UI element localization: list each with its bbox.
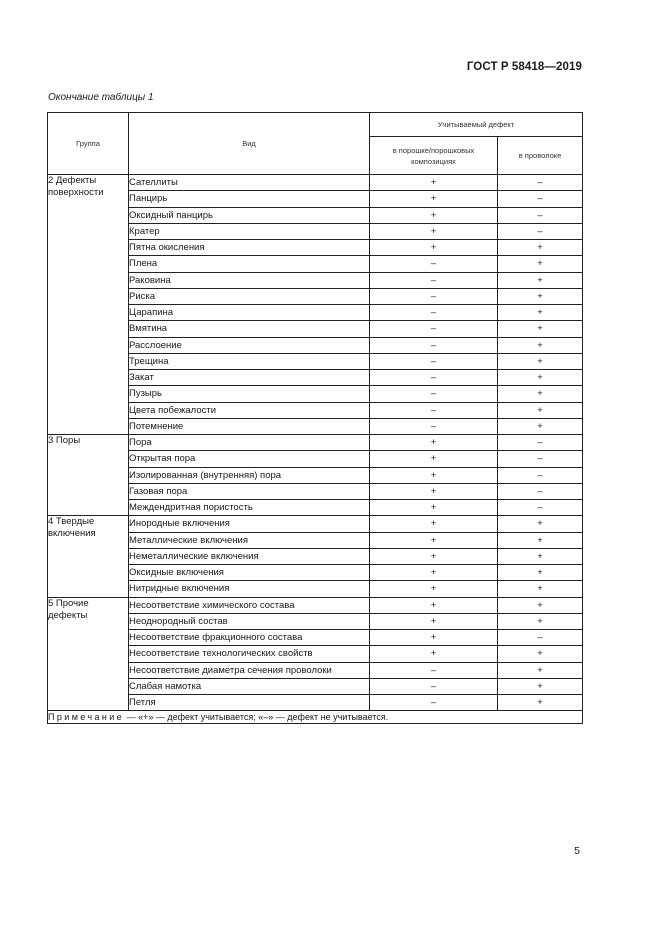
table-body (48, 175, 583, 711)
kind-cell: Пятна окисления (129, 240, 370, 256)
table-row (48, 337, 583, 353)
table-caption: Окончание таблицы 1 (48, 92, 154, 103)
wire-mark: – (498, 483, 583, 499)
wire-mark: + (498, 337, 583, 353)
powder-mark: + (370, 646, 498, 662)
kind-cell: Несоответствие технологических свойств (129, 646, 370, 662)
wire-mark: + (498, 386, 583, 402)
kind-cell: Междендритная пористость (129, 500, 370, 516)
kind-cell: Нитридные включения (129, 581, 370, 597)
table-row (48, 272, 583, 288)
kind-cell: Кратер (129, 223, 370, 239)
wire-mark: + (498, 305, 583, 321)
powder-mark: – (370, 305, 498, 321)
wire-mark: + (498, 532, 583, 548)
powder-mark: + (370, 191, 498, 207)
table-row (48, 240, 583, 256)
kind-cell: Петля (129, 695, 370, 711)
table-row (48, 288, 583, 304)
kind-cell: Панцирь (129, 191, 370, 207)
wire-mark: + (498, 597, 583, 613)
kind-cell: Раковина (129, 272, 370, 288)
wire-mark: + (498, 240, 583, 256)
table-row (48, 565, 583, 581)
wire-mark: – (498, 223, 583, 239)
powder-mark: – (370, 695, 498, 711)
table-row (48, 597, 583, 613)
wire-mark: + (498, 370, 583, 386)
note-label: Примечание (48, 712, 125, 723)
table-row (48, 418, 583, 434)
table-row (48, 386, 583, 402)
powder-mark: + (370, 500, 498, 516)
powder-mark: + (370, 435, 498, 451)
table-row (48, 305, 583, 321)
group-cell: 3 Поры (48, 435, 129, 516)
kind-cell: Неоднородный состав (129, 613, 370, 629)
powder-mark: – (370, 370, 498, 386)
kind-cell: Несоответствие фракционного состава (129, 630, 370, 646)
wire-mark: – (498, 435, 583, 451)
powder-mark: – (370, 321, 498, 337)
table-row (48, 532, 583, 548)
table-row (48, 695, 583, 711)
powder-mark: – (370, 272, 498, 288)
powder-mark: + (370, 223, 498, 239)
powder-mark: + (370, 516, 498, 532)
powder-mark: + (370, 581, 498, 597)
powder-mark: + (370, 597, 498, 613)
kind-cell: Открытая пора (129, 451, 370, 467)
powder-mark: – (370, 418, 498, 434)
kind-cell: Пора (129, 435, 370, 451)
table-row (48, 256, 583, 272)
powder-mark: + (370, 613, 498, 629)
powder-mark: – (370, 678, 498, 694)
group-cell: 4 Твердые включения (48, 516, 129, 597)
kind-cell: Потемнение (129, 418, 370, 434)
wire-mark: + (498, 288, 583, 304)
powder-mark: + (370, 483, 498, 499)
table-row (48, 500, 583, 516)
wire-mark: – (498, 175, 583, 191)
kind-cell: Оксидный панцирь (129, 207, 370, 223)
kind-cell: Сателлиты (129, 175, 370, 191)
table-row (48, 370, 583, 386)
document-code: ГОСТ Р 58418—2019 (466, 61, 582, 73)
wire-mark: – (498, 467, 583, 483)
table-row (48, 207, 583, 223)
kind-cell: Плена (129, 256, 370, 272)
header-powder: в порошке/порошковых композициях (370, 137, 498, 175)
kind-cell: Неметаллические включения (129, 548, 370, 564)
wire-mark: – (498, 630, 583, 646)
kind-cell: Оксидные включения (129, 565, 370, 581)
kind-cell: Инородные включения (129, 516, 370, 532)
wire-mark: – (498, 451, 583, 467)
wire-mark: + (498, 565, 583, 581)
kind-cell: Трещина (129, 353, 370, 369)
kind-cell: Цвета побежалости (129, 402, 370, 418)
kind-cell: Несоответствие химического состава (129, 597, 370, 613)
kind-cell: Слабая намотка (129, 678, 370, 694)
kind-cell: Несоответствие диаметра сечения проволоки (129, 662, 370, 678)
powder-mark: – (370, 288, 498, 304)
wire-mark: + (498, 548, 583, 564)
powder-mark: + (370, 630, 498, 646)
table-row (48, 630, 583, 646)
table-row (48, 548, 583, 564)
powder-mark: + (370, 565, 498, 581)
wire-mark: + (498, 695, 583, 711)
powder-mark: – (370, 353, 498, 369)
table-row (48, 662, 583, 678)
wire-mark: + (498, 272, 583, 288)
table-row (48, 613, 583, 629)
wire-mark: + (498, 418, 583, 434)
table-row (48, 321, 583, 337)
table-row (48, 678, 583, 694)
powder-mark: – (370, 386, 498, 402)
powder-mark: + (370, 532, 498, 548)
wire-mark: + (498, 678, 583, 694)
table-row (48, 191, 583, 207)
wire-mark: – (498, 500, 583, 516)
powder-mark: + (370, 467, 498, 483)
powder-mark: + (370, 548, 498, 564)
page-number: 5 (574, 845, 580, 857)
kind-cell: Закат (129, 370, 370, 386)
table-row (48, 402, 583, 418)
header-kind: Вид (129, 113, 370, 175)
kind-cell: Газовая пора (129, 483, 370, 499)
table-row (48, 646, 583, 662)
group-cell: 5 Прочие дефекты (48, 597, 129, 711)
wire-mark: + (498, 516, 583, 532)
kind-cell: Пузырь (129, 386, 370, 402)
wire-mark: + (498, 646, 583, 662)
table-row (48, 483, 583, 499)
table-row (48, 451, 583, 467)
powder-mark: + (370, 240, 498, 256)
powder-mark: – (370, 402, 498, 418)
powder-mark: + (370, 207, 498, 223)
table-row (48, 175, 583, 191)
wire-mark: + (498, 402, 583, 418)
table-note (48, 711, 583, 724)
header-group: Группа (48, 113, 129, 175)
table-row (48, 516, 583, 532)
powder-mark: + (370, 451, 498, 467)
table-row (48, 435, 583, 451)
defects-table (47, 112, 583, 724)
powder-mark: – (370, 256, 498, 272)
wire-mark: – (498, 191, 583, 207)
powder-mark: + (370, 175, 498, 191)
wire-mark: + (498, 353, 583, 369)
kind-cell: Металлические включения (129, 532, 370, 548)
group-cell: 2 Дефекты поверхности (48, 175, 129, 435)
table-row (48, 353, 583, 369)
wire-mark: + (498, 256, 583, 272)
wire-mark: + (498, 581, 583, 597)
kind-cell: Риска (129, 288, 370, 304)
powder-mark: – (370, 337, 498, 353)
table-row (48, 581, 583, 597)
wire-mark: + (498, 613, 583, 629)
table-row (48, 223, 583, 239)
header-defect: Учитываемый дефект (370, 113, 583, 137)
kind-cell: Вмятина (129, 321, 370, 337)
header-wire: в проволоке (498, 137, 583, 175)
powder-mark: – (370, 662, 498, 678)
wire-mark: + (498, 321, 583, 337)
wire-mark: – (498, 207, 583, 223)
wire-mark: + (498, 662, 583, 678)
table-row (48, 467, 583, 483)
kind-cell: Царапина (129, 305, 370, 321)
note-text: — «+» — дефект учитывается; «–» — дефект не учитывается. (124, 712, 389, 723)
kind-cell: Расслоение (129, 337, 370, 353)
kind-cell: Изолированная (внутренняя) пора (129, 467, 370, 483)
